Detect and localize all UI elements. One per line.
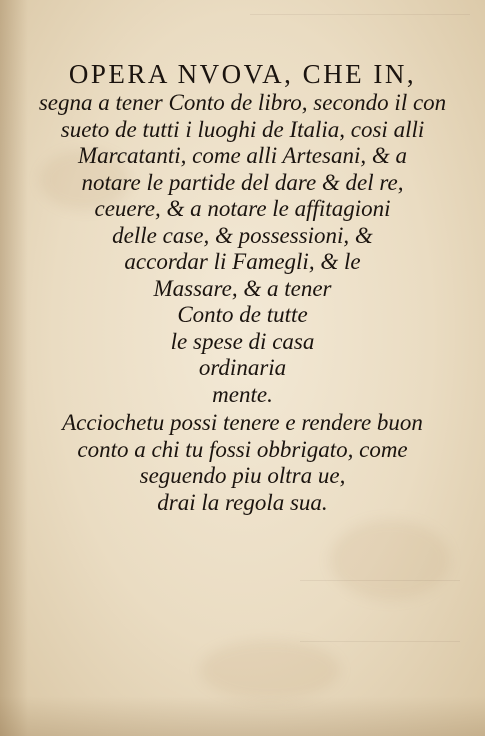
second-paragraph — [0, 410, 485, 516]
text-line: accordar li Famegli, & le — [124, 249, 361, 274]
text-line: sueto de tutti i luoghi de Italia, cosi alli — [60, 116, 425, 142]
text-line: Massare, & a tener — [153, 275, 332, 301]
text-line: mente. — [212, 381, 273, 407]
show-through-texture — [250, 14, 470, 45]
text-line: le spese di casa — [170, 328, 315, 354]
text-line: ceuere, & a notare le affitagioni — [94, 196, 391, 221]
text-line: Acciochetu possi tenere e rendere buon — [62, 410, 423, 435]
text-line: Conto de tutte — [177, 302, 308, 327]
text-line: conto a chi tu fossi obbrigato, come — [77, 436, 408, 462]
text-line: delle case, & possessioni, & — [112, 222, 373, 248]
title-heading: OPERA NVOVA, CHE IN, — [68, 59, 417, 89]
text-line: notare le partide del dare & del re, — [81, 169, 404, 195]
page-bottom-shadow — [0, 696, 485, 736]
text-line: seguendo piu oltra ue, — [139, 463, 346, 488]
text-line: segna a tener Conto de libro, secondo il con — [38, 90, 447, 115]
paper-stain — [200, 640, 340, 700]
text-line: drai la regola sua. — [157, 489, 328, 515]
text-line: ordinaria — [198, 355, 287, 380]
show-through-texture — [300, 580, 460, 642]
text-line: Marcatanti, come alli Artesani, & a — [78, 143, 407, 168]
title-page-text — [0, 58, 485, 516]
